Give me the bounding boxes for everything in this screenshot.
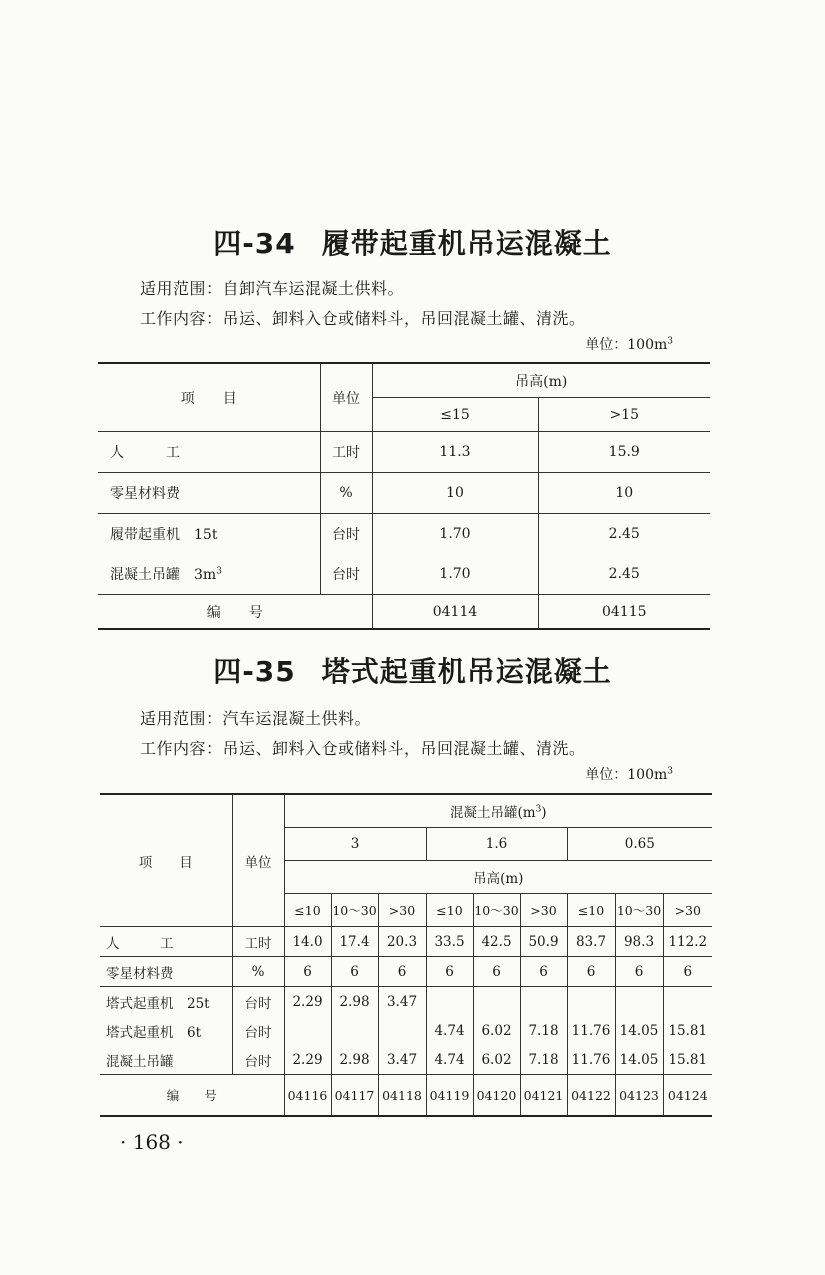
cell-value [426,987,473,1017]
cell-value: 15.81 [663,1045,712,1075]
height-col: ≤10 [426,894,473,927]
row-item: 零星材料费 [98,473,320,514]
section-35-heading: 塔式起重机吊运混凝土 [321,655,612,688]
code-value: 04116 [284,1075,331,1117]
cell-value: 7.18 [520,1045,567,1075]
cell-value: 112.2 [663,927,712,957]
page-number: · 168 · [120,1130,184,1154]
code-value: 04121 [520,1075,567,1117]
section-34-scope: 适用范围：自卸汽车运混凝土供料。 [140,279,405,298]
cell-value: 1.70 [372,554,538,595]
row-item: 人 工 [100,927,232,957]
lift-height-header: 吊高(m) [284,861,712,894]
section-34-title [0,222,825,262]
cell-value [567,987,615,1017]
cell-value: 11.3 [372,432,538,473]
table-row [100,1045,712,1075]
height-col: 10～30 [615,894,663,927]
cell-value: 33.5 [426,927,473,957]
unit-header: 单位 [232,794,284,927]
cell-value: 2.29 [284,1045,331,1075]
cell-value: 15.81 [663,1016,712,1045]
row-unit: 台时 [232,987,284,1017]
row-item: 塔式起重机 25t [106,995,210,1012]
section-35-unit [585,764,673,784]
section-34-unit [585,334,673,354]
table-row [100,987,712,1017]
cell-value: 6 [378,957,426,987]
row-item: 履带起重机 15t [98,514,320,555]
section-35-title [0,650,825,690]
unit-text: 单位：100m [585,767,668,783]
section-34-number: 四-34 [213,227,296,260]
code-value: 04122 [567,1075,615,1117]
section-35-work: 工作内容：吊运、卸料入仓或储料斗，吊回混凝土罐、清洗。 [140,739,586,758]
cell-value: 98.3 [615,927,663,957]
cell-value: 6.02 [473,1016,520,1045]
section-34-heading: 履带起重机吊运混凝土 [321,227,612,260]
cell-value: 11.76 [567,1016,615,1045]
code-value: 04119 [426,1075,473,1117]
height-col: >30 [378,894,426,927]
cell-value: 2.45 [538,554,710,595]
row-item-sup: 3 [216,566,222,577]
cell-value: 6 [663,957,712,987]
code-row [98,595,710,630]
cell-value [473,987,520,1017]
cell-value: 14.05 [615,1045,663,1075]
row-unit: % [320,473,372,514]
row-unit: % [232,957,284,987]
height-col: ≤10 [284,894,331,927]
section-34-work: 工作内容：吊运、卸料入仓或储料斗，吊回混凝土罐、清洗。 [140,309,586,328]
unit-text: 单位：100m [585,337,668,353]
col-header: ≤15 [372,398,538,432]
row-item-text: 混凝土吊罐 3m [110,567,217,583]
table-row [98,432,710,473]
bucket-header-text: 混凝土吊罐(m [449,805,536,821]
code-value: 04120 [473,1075,520,1117]
cell-value [284,1016,331,1045]
code-row [100,1075,712,1117]
row-unit: 台时 [320,514,372,555]
cell-value: 1.70 [372,514,538,555]
cell-value: 3.47 [378,987,426,1017]
cell-value: 6 [520,957,567,987]
cell-value: 3.47 [378,1045,426,1075]
cell-value: 20.3 [378,927,426,957]
cell-value [331,1016,378,1045]
table-row [100,957,712,987]
row-item: 零星材料费 [100,957,232,987]
cell-value: 6 [284,957,331,987]
height-col: >30 [663,894,712,927]
code-value: 04124 [663,1075,712,1117]
cell-value: 7.18 [520,1016,567,1045]
row-unit: 台时 [232,1045,284,1075]
cell-value: 17.4 [331,927,378,957]
bucket-header [284,794,712,828]
size-header: 3 [284,828,426,861]
cell-value: 2.29 [284,987,331,1017]
row-unit: 台时 [232,1016,284,1045]
row-item [98,554,320,595]
table-34 [98,362,710,630]
row-unit: 台时 [320,554,372,595]
table-35 [100,793,712,1117]
size-header: 0.65 [567,828,712,861]
cell-value: 4.74 [426,1016,473,1045]
cell-value: 14.05 [615,1016,663,1045]
code-label: 编 号 [100,1075,284,1117]
cell-value: 6 [331,957,378,987]
row-unit: 工时 [320,432,372,473]
cell-value: 2.98 [331,987,378,1017]
cell-value [663,987,712,1017]
item-header: 项 目 [138,854,193,871]
bucket-header-end: ) [541,805,547,821]
col-header: >15 [538,398,710,432]
cell-value: 10 [538,473,710,514]
bucket-header-sup: 3 [535,804,542,815]
code-value: 04123 [615,1075,663,1117]
cell-value: 6 [567,957,615,987]
code-value: 04115 [538,595,710,630]
code-value: 04118 [378,1075,426,1117]
cell-value: 6 [615,957,663,987]
code-label: 编 号 [98,595,372,630]
row-item: 塔式起重机 6t [106,1024,202,1041]
height-col: >30 [520,894,567,927]
table-row [98,473,710,514]
table-row [98,514,710,555]
cell-value: 15.9 [538,432,710,473]
section-35-scope: 适用范围：汽车运混凝土供料。 [140,709,372,728]
table-row [100,1016,712,1045]
height-col: ≤10 [567,894,615,927]
cell-value: 6.02 [473,1045,520,1075]
cell-value: 4.74 [426,1045,473,1075]
section-35-number: 四-35 [213,655,296,688]
item-header: 项 目 [180,390,237,407]
cell-value: 42.5 [473,927,520,957]
cell-value: 2.45 [538,514,710,555]
table-row [100,927,712,957]
table-row [98,554,710,595]
cell-value: 10 [372,473,538,514]
unit-sup: 3 [667,766,673,777]
height-col: 10～30 [473,894,520,927]
size-header: 1.6 [426,828,567,861]
height-col: 10～30 [331,894,378,927]
row-item: 人 工 [98,432,320,473]
cell-value: 14.0 [284,927,331,957]
cell-value: 50.9 [520,927,567,957]
row-item: 混凝土吊罐 [106,1053,174,1070]
code-value: 04114 [372,595,538,630]
cell-value: 6 [473,957,520,987]
cell-value [615,987,663,1017]
lift-height-header: 吊高(m) [372,363,710,398]
unit-header: 单位 [320,363,372,432]
cell-value [520,987,567,1017]
code-value: 04117 [331,1075,378,1117]
cell-value: 2.98 [331,1045,378,1075]
cell-value: 83.7 [567,927,615,957]
row-unit: 工时 [232,927,284,957]
unit-sup: 3 [667,336,673,347]
cell-value [378,1016,426,1045]
cell-value: 6 [426,957,473,987]
cell-value: 11.76 [567,1045,615,1075]
